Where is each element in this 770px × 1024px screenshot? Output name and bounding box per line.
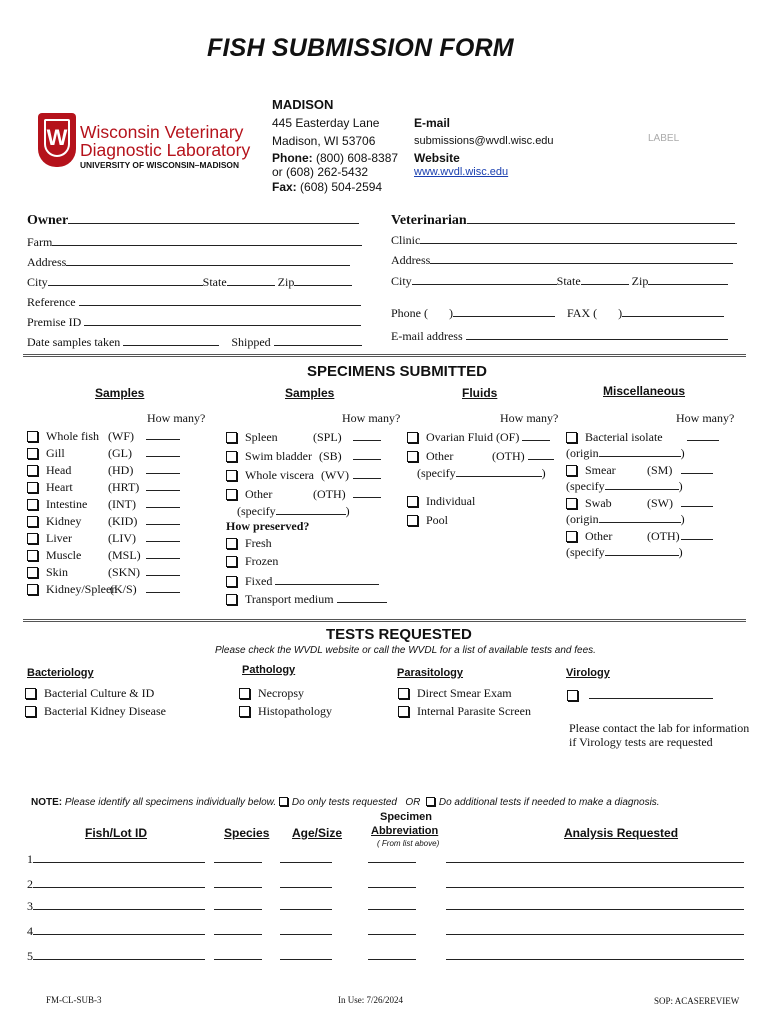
checkbox[interactable] bbox=[226, 470, 237, 481]
col-fish-lot-id: Fish/Lot ID bbox=[85, 826, 147, 840]
sample-row[interactable]: Whole fish (WF) bbox=[27, 427, 180, 444]
footer-in-use: In Use: 7/26/2024 bbox=[338, 995, 403, 1005]
col-age-size: Age/Size bbox=[292, 826, 343, 840]
misc-sub[interactable]: (origin ) bbox=[566, 446, 685, 460]
test-parasite-screen[interactable]: Internal Parasite Screen bbox=[398, 704, 531, 719]
vet-city[interactable]: City State Zip bbox=[391, 272, 728, 289]
checkbox[interactable] bbox=[239, 688, 250, 699]
sample-row[interactable]: Swim bladder (SB) bbox=[226, 447, 387, 466]
checkbox[interactable] bbox=[398, 706, 409, 717]
checkbox[interactable] bbox=[567, 690, 578, 701]
preserved-row[interactable]: Fixed bbox=[226, 572, 387, 590]
how-many-1: How many? bbox=[147, 411, 206, 425]
col-species: Species bbox=[224, 826, 270, 840]
sample-row[interactable]: Other (OTH) bbox=[226, 485, 387, 502]
checkbox[interactable] bbox=[226, 489, 237, 500]
checkbox[interactable] bbox=[407, 515, 418, 526]
sample-row[interactable]: Kidney (KID) bbox=[27, 512, 180, 529]
test-direct-smear[interactable]: Direct Smear Exam bbox=[398, 686, 512, 701]
test-histopathology[interactable]: Histopathology bbox=[239, 704, 332, 719]
sample-row[interactable]: Gill (GL) bbox=[27, 444, 180, 461]
footer-sop: SOP: ACASEREVIEW bbox=[654, 996, 740, 1006]
checkbox[interactable] bbox=[566, 465, 577, 476]
footer-form-id: FM-CL-SUB-3 bbox=[46, 995, 102, 1005]
fax-line: Fax: (608) 504-2594 bbox=[272, 180, 383, 194]
col-from-list: ( From list above) bbox=[377, 839, 440, 848]
col-analysis: Analysis Requested bbox=[564, 826, 679, 840]
owner-heading: Owner bbox=[27, 211, 359, 229]
checkbox[interactable] bbox=[407, 451, 418, 462]
col-abbreviation: Abbreviation bbox=[371, 825, 439, 837]
logo-line2: Diagnostic Laboratory bbox=[80, 140, 251, 160]
specify-line[interactable]: (specify ) bbox=[237, 504, 350, 518]
table-row[interactable]: 3 bbox=[27, 897, 744, 914]
test-necropsy[interactable]: Necropsy bbox=[239, 686, 304, 701]
checkbox[interactable] bbox=[226, 432, 237, 443]
col-misc: Miscellaneous bbox=[603, 384, 686, 398]
website-link[interactable]: www.wvdl.wisc.edu bbox=[414, 166, 509, 178]
checkbox[interactable] bbox=[407, 496, 418, 507]
sample-row[interactable]: Spleen (SPL) bbox=[226, 428, 387, 447]
checkbox[interactable] bbox=[226, 576, 237, 587]
phone-line: Phone: (800) 608-8387 bbox=[272, 151, 399, 165]
checkbox[interactable] bbox=[226, 451, 237, 462]
checkbox[interactable] bbox=[566, 498, 577, 509]
vet-address[interactable]: Address bbox=[391, 251, 733, 268]
checkbox[interactable] bbox=[27, 448, 38, 459]
checkbox-additional[interactable] bbox=[426, 797, 435, 806]
samples1-list bbox=[27, 427, 180, 597]
how-preserved: How preserved? bbox=[226, 519, 310, 533]
sample-row[interactable]: Muscle (MSL) bbox=[27, 546, 180, 563]
checkbox[interactable] bbox=[27, 550, 38, 561]
checkbox[interactable] bbox=[27, 482, 38, 493]
vet-clinic[interactable]: Clinic bbox=[391, 231, 737, 248]
tests-note: Please check the WVDL website or call the WVDL for a list of available tests and fees. bbox=[215, 645, 596, 656]
col-samples1: Samples bbox=[95, 386, 145, 400]
misc-sub[interactable]: (origin ) bbox=[566, 512, 685, 526]
checkbox[interactable] bbox=[239, 706, 250, 717]
misc-row[interactable]: Other (OTH) bbox=[566, 527, 719, 543]
sample-row[interactable]: Skin (SKN) bbox=[27, 563, 180, 580]
checkbox[interactable] bbox=[27, 584, 38, 595]
test-virology[interactable] bbox=[567, 686, 713, 703]
vet-phone-fax[interactable]: Phone ( ) FAX ( ) bbox=[391, 304, 724, 321]
virology-note-2: if Virology tests are requested bbox=[569, 735, 713, 749]
checkbox[interactable] bbox=[226, 538, 237, 549]
samples2-list bbox=[226, 428, 387, 608]
col-pathology: Pathology bbox=[242, 664, 296, 676]
test-bact-culture[interactable]: Bacterial Culture & ID bbox=[25, 686, 154, 701]
checkbox[interactable] bbox=[25, 688, 36, 699]
fluid-row[interactable]: Ovarian Fluid (OF) bbox=[407, 428, 554, 447]
misc-row[interactable]: Swab (SW) bbox=[566, 494, 719, 510]
sample-row[interactable]: Liver (LIV) bbox=[27, 529, 180, 546]
sample-row[interactable]: Heart (HRT) bbox=[27, 478, 180, 495]
checkbox[interactable] bbox=[27, 516, 38, 527]
uw-crest-icon: W bbox=[38, 113, 76, 167]
sample-row[interactable]: Kidney/Spleen(K/S) bbox=[27, 580, 180, 597]
misc-sub[interactable]: (specify ) bbox=[566, 479, 683, 493]
col-parasitology: Parasitology bbox=[397, 667, 464, 679]
tests-heading: TESTS REQUESTED bbox=[326, 626, 472, 643]
checkbox[interactable] bbox=[27, 567, 38, 578]
specimens-heading: SPECIMENS SUBMITTED bbox=[307, 363, 488, 380]
owner-address[interactable]: Address bbox=[27, 253, 350, 270]
sample-row[interactable]: Head (HD) bbox=[27, 461, 180, 478]
sample-row[interactable]: Whole viscera (WV) bbox=[226, 466, 387, 485]
checkbox[interactable] bbox=[25, 706, 36, 717]
checkbox[interactable] bbox=[398, 688, 409, 699]
owner-date[interactable]: Date samples taken Shipped bbox=[27, 333, 362, 350]
col-virology: Virology bbox=[566, 667, 610, 679]
misc-sub[interactable]: (specify ) bbox=[566, 545, 683, 559]
checkbox[interactable] bbox=[27, 431, 38, 442]
checkbox[interactable] bbox=[27, 533, 38, 544]
misc-row[interactable]: Smear (SM) bbox=[566, 461, 719, 477]
table-row[interactable]: 1 bbox=[27, 850, 744, 867]
how-many-2: How many? bbox=[342, 411, 401, 425]
table-row[interactable]: 4 bbox=[27, 922, 744, 939]
checkbox-only-requested[interactable] bbox=[279, 797, 288, 806]
checkbox[interactable] bbox=[407, 432, 418, 443]
label-placeholder: LABEL bbox=[648, 133, 680, 144]
table-row[interactable]: 5 bbox=[27, 947, 744, 964]
col-specimen: Specimen bbox=[380, 811, 432, 823]
preserved-row[interactable]: Transport medium bbox=[226, 590, 387, 608]
owner-farm[interactable]: Farm bbox=[27, 233, 362, 250]
divider bbox=[23, 354, 746, 357]
checkbox[interactable] bbox=[226, 594, 237, 605]
street: 445 Easterday Lane bbox=[272, 116, 380, 130]
fluid-row[interactable]: Other (OTH) bbox=[407, 447, 554, 464]
preserved-row[interactable]: Fresh bbox=[226, 536, 387, 554]
checkbox[interactable] bbox=[566, 432, 577, 443]
fluid-opt[interactable]: Individual bbox=[407, 494, 554, 513]
divider bbox=[23, 619, 746, 622]
city: Madison, WI 53706 bbox=[272, 134, 376, 148]
col-fluids: Fluids bbox=[462, 386, 498, 400]
email-value[interactable]: submissions@wvdl.wisc.edu bbox=[414, 135, 554, 147]
test-bkd[interactable]: Bacterial Kidney Disease bbox=[25, 704, 166, 719]
note-line: NOTE: Please identify all specimens individually below. Do only tests requested OR Do additional tests if needed to make a diagnosis. bbox=[31, 797, 660, 808]
preserved-row[interactable]: Frozen bbox=[226, 554, 387, 572]
owner-reference[interactable]: Reference bbox=[27, 293, 361, 310]
form-title: FISH SUBMISSION FORM bbox=[207, 34, 514, 62]
fluid-opt[interactable]: Pool bbox=[407, 513, 554, 532]
sample-row[interactable]: Intestine (INT) bbox=[27, 495, 180, 512]
email-label: E-mail bbox=[414, 116, 451, 130]
checkbox[interactable] bbox=[226, 556, 237, 567]
how-many-3: How many? bbox=[500, 411, 559, 425]
misc-row[interactable]: Bacterial isolate bbox=[566, 428, 719, 444]
owner-premise[interactable]: Premise ID bbox=[27, 313, 361, 330]
phone-alt: or (608) 262-5432 bbox=[272, 165, 369, 179]
checkbox[interactable] bbox=[566, 531, 577, 542]
checkbox[interactable] bbox=[27, 499, 38, 510]
website-label: Website bbox=[414, 151, 460, 165]
virology-note-1: Please contact the lab for information bbox=[569, 721, 750, 735]
checkbox[interactable] bbox=[27, 465, 38, 476]
how-many-4: How many? bbox=[676, 411, 735, 425]
logo-line3: UNIVERSITY OF WISCONSIN–MADISON bbox=[80, 160, 239, 170]
col-bacteriology: Bacteriology bbox=[27, 667, 94, 679]
city-heading: MADISON bbox=[272, 97, 334, 112]
vet-email[interactable]: E-mail address bbox=[391, 327, 728, 344]
logo-line1: Wisconsin Veterinary bbox=[80, 122, 244, 142]
col-samples2: Samples bbox=[285, 386, 335, 400]
owner-city[interactable]: City State Zip bbox=[27, 273, 352, 290]
misc-list bbox=[566, 428, 719, 560]
fluids-list bbox=[407, 428, 554, 532]
specify-line[interactable]: (specify ) bbox=[417, 466, 546, 480]
vet-heading: Veterinarian bbox=[391, 211, 735, 229]
table-row[interactable]: 2 bbox=[27, 875, 744, 892]
